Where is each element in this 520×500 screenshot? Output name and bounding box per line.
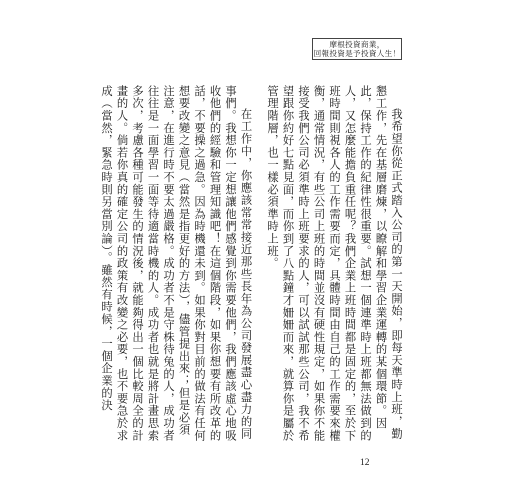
body-text <box>100 85 404 445</box>
paragraph-2: 在工作中，你應該常常接近那些長年為公司發展盡心盡力的同事們。我想你一定想讓他們感覺到你需要他們，我們應該虛心地吸收他們的經驗和管理知識吧！在這個階段，如果你想要有所改革的話，不要操之過急。因為時機還未到。如果你對目前的做法有任何想要改變之意見（當然是指更好的方法），儘管提出來；但是必須注意，在進行時不要太過嚴格。成功者不是守株待兔的人，成功者往往是一面學習一面等待適當時機的人。成功者也就是將計畫思索多次，考慮各種可能發生的情況後，就能夠得出一個比較周全的計畫的人。倘若你真的確定公司的政策有改變之必要，也不要急於求成（當然，緊急時則另當別論）。雖然有時候，一個企業的決 <box>100 85 253 442</box>
running-header <box>312 38 402 60</box>
header-line-2: 回報投資是予投資人生！ <box>313 49 401 58</box>
page-number: 12 <box>360 458 370 468</box>
header-line-1: 摩根投資商業， <box>329 40 385 49</box>
paragraph-gap <box>254 85 265 445</box>
paragraph-1: 我希望你從正式踏入公司的第一天開始，即每天準時上班，勤懇工作，先在基層磨煉，以瞭解和學習企業運轉的某個環節。因此，保持工作的紀律性很重要。試想一個連準時上班都無法做到的人，又怎麼能擔負重任呢？我們企業上班時間都是固定的，至於下班時間則視各人的工作需要而定，具體時間由自己的工作需要來權衡，通常情況，有些公司上班的時間並沒有硬性規定，如果你不能接受我們公司必須準時上班要求的人，可以試試那些公司，我不希望跟你約好七點見面，而你到了八點鐘才姍姍而來，就算你是屬於管理階層，也一樣必須準時上班。 <box>266 85 403 442</box>
